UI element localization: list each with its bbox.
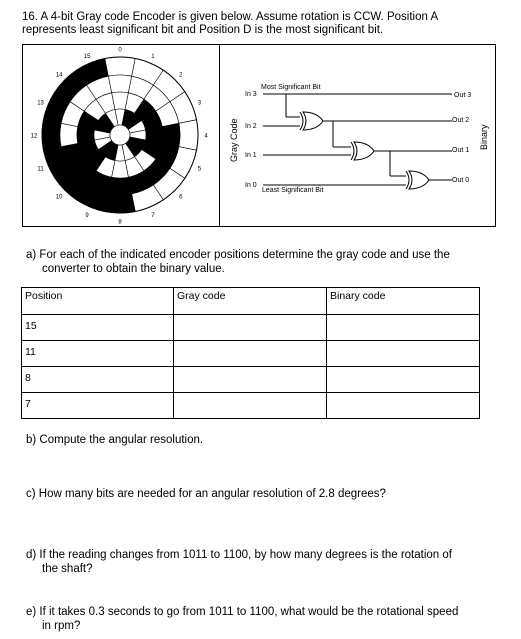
gray-code-cell[interactable] bbox=[174, 393, 327, 419]
least-significant-bit-label: Least Significant Bit bbox=[262, 187, 324, 194]
position-label: 9 bbox=[85, 212, 89, 219]
disk-segment bbox=[42, 120, 61, 150]
binary-code-cell[interactable] bbox=[327, 341, 480, 367]
input-label-0: In 0 bbox=[245, 182, 257, 189]
part-c: c) How many bits are needed for an angular resolution of 2.8 degrees? bbox=[26, 488, 386, 500]
binary-axis-label: Binary bbox=[479, 124, 489, 150]
part-a-line-2: converter to obtain the binary value. bbox=[42, 263, 225, 275]
input-label-3: In 3 bbox=[245, 91, 257, 98]
xor-gate-1 bbox=[300, 112, 323, 130]
disk-segment bbox=[60, 123, 78, 146]
disk-tracks bbox=[42, 57, 198, 213]
output-label-1: Out 1 bbox=[452, 147, 470, 154]
answer-table bbox=[21, 287, 480, 419]
position-label: 5 bbox=[197, 166, 202, 173]
position-cell: 8 bbox=[22, 367, 174, 393]
position-cell: 11 bbox=[22, 341, 174, 367]
position-label: 0 bbox=[118, 47, 122, 54]
position-label: 10 bbox=[55, 194, 63, 201]
output-label-2: Out 2 bbox=[452, 117, 470, 124]
table-row bbox=[22, 367, 480, 393]
gray-code-disk bbox=[22, 44, 219, 227]
position-label: 7 bbox=[151, 212, 155, 219]
gray-to-binary-converter bbox=[220, 44, 496, 227]
xor-gate-3 bbox=[406, 171, 429, 189]
position-label: 1 bbox=[151, 54, 155, 61]
question-line-1: 16. A 4-bit Gray code Encoder is given below. Assume rotation is CCW. Position A bbox=[22, 11, 439, 23]
question-line-2: represents least significant bit and Position D is the most significant bit. bbox=[22, 24, 384, 36]
position-label: 3 bbox=[197, 100, 202, 107]
disk-segment bbox=[105, 194, 135, 213]
disk-segment bbox=[108, 177, 131, 195]
part-d-line-1: d) If the reading changes from 1011 to 1100, by how many degrees is the rotation of bbox=[26, 549, 452, 561]
binary-code-cell[interactable] bbox=[327, 315, 480, 341]
gray-code-axis-label: Gray Code bbox=[229, 118, 239, 162]
part-e-line-2: in rpm? bbox=[42, 620, 81, 632]
circuit-wires bbox=[263, 94, 452, 185]
gray-code-cell[interactable] bbox=[174, 341, 327, 367]
position-label: 8 bbox=[118, 219, 122, 226]
output-label-0: Out 0 bbox=[452, 177, 470, 184]
part-a-line-1: a) For each of the indicated encoder positions determine the gray code and use the bbox=[26, 249, 450, 261]
table-header-row bbox=[22, 288, 480, 315]
disk-hub bbox=[110, 125, 130, 145]
table-row bbox=[22, 315, 480, 341]
binary-code-cell[interactable] bbox=[327, 393, 480, 419]
header-position: Position bbox=[22, 288, 174, 315]
header-binary-code: Binary code bbox=[327, 288, 480, 315]
position-label: 15 bbox=[83, 54, 91, 61]
position-label: 4 bbox=[204, 133, 208, 140]
gray-code-cell[interactable] bbox=[174, 367, 327, 393]
output-label-3: Out 3 bbox=[454, 92, 472, 99]
position-label: 12 bbox=[30, 133, 38, 140]
position-label: 2 bbox=[179, 72, 183, 79]
xor-gate-2 bbox=[351, 142, 374, 160]
gray-code-cell[interactable] bbox=[174, 315, 327, 341]
table-row bbox=[22, 393, 480, 419]
table-row bbox=[22, 341, 480, 367]
part-e-line-1: e) If it takes 0.3 seconds to go from 1011 to 1100, what would be the rotational speed bbox=[26, 606, 459, 618]
disk-segment bbox=[105, 57, 135, 76]
binary-code-cell[interactable] bbox=[327, 367, 480, 393]
header-gray-code: Gray code bbox=[174, 288, 327, 315]
input-label-1: In 1 bbox=[245, 152, 257, 159]
part-d-line-2: the shaft? bbox=[42, 563, 93, 575]
most-significant-bit-label: Most Significant Bit bbox=[261, 84, 321, 91]
part-b: b) Compute the angular resolution. bbox=[26, 434, 204, 446]
position-label: 13 bbox=[37, 100, 44, 107]
position-label: 6 bbox=[179, 194, 183, 201]
position-cell: 7 bbox=[22, 393, 174, 419]
position-cell: 15 bbox=[22, 315, 174, 341]
position-label: 11 bbox=[37, 166, 44, 173]
disk-segment bbox=[108, 75, 131, 93]
disk-segment bbox=[162, 123, 180, 146]
disk-segment bbox=[179, 120, 198, 150]
position-label: 14 bbox=[55, 72, 63, 79]
input-label-2: In 2 bbox=[245, 123, 257, 130]
